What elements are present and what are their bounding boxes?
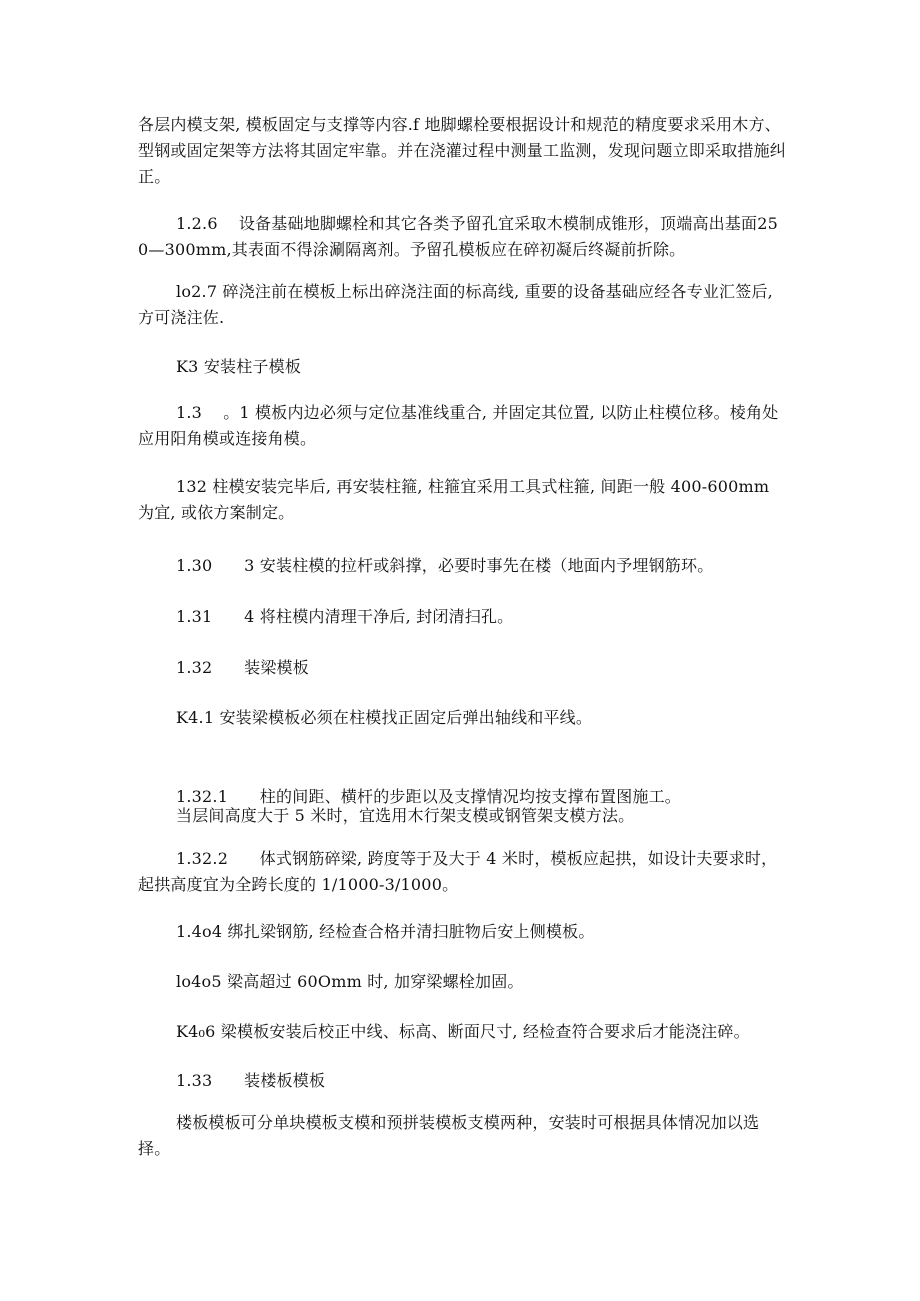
paragraph-1-3-3: 1.30 3 安装柱模的拉杆或斜撑，必要时事先在楼（地面内予埋钢筋环。: [176, 556, 714, 575]
paragraph-1-2-7: lo2.7 碎浇注前在模板上标出碎浇注面的标高线, 重要的设备基础应经各专业汇签后, 方可浇注佐.: [138, 282, 779, 327]
paragraph-1-4-5: lo4o5 梁高超过 60Omm 时, 加穿梁螺栓加固。: [176, 972, 524, 991]
paragraph-1-4-1: K4.1 安装梁模板必须在柱模找正固定后弹出轴线和平线。: [176, 708, 593, 727]
paragraph-1: 各层内模支架, 模板固定与支撑等内容.f 地脚螺栓要根据设计和规范的精度要求采用木方、型钢或固定架等方法将其固定牢靠。并在浇灌过程中测量工监测，发现问题立即采取措施纠正。: [138, 115, 787, 186]
heading-column-formwork: K3 安装柱子模板: [176, 357, 302, 376]
paragraph-1-3-1: 1.3 。1 模板内边必须与定位基准线重合, 并固定其位置, 以防止柱模位移。棱角处应用阳角模或连接角模。: [138, 403, 779, 448]
paragraph-1-4-4: 1.4o4 绑扎梁钢筋, 经检查合格并清扫脏物后安上侧模板。: [176, 922, 595, 941]
paragraph-height-note: 当层间高度大于 5 米时，宜选用木行架支模或钢管架支模方法。: [176, 806, 635, 825]
paragraph-1-4-6: K4₀6 梁模板安装后校正中线、标高、断面尺寸, 经检查符合要求后才能浇注碎。: [176, 1022, 750, 1041]
paragraph-floor-slab: 楼板模板可分单块模板支模和预拼装模板支模两种，安装时可根据具体情况加以选择。: [138, 1113, 760, 1158]
heading-floor-slab-formwork: 1.33 装楼板模板: [176, 1071, 326, 1090]
paragraph-1-4-3: 1.32.2 体式钢筋碎梁, 跨度等于及大于 4 米时，模板应起拱，如设计夫要求时，起拱高度宜为全跨长度的 1/1000-3/1000。: [138, 849, 778, 894]
paragraph-1-3-4: 1.31 4 将柱模内清理干净后, 封闭清扫孔。: [176, 607, 514, 626]
paragraph-1-3-2: 132 柱模安装完毕后, 再安装柱箍, 柱箍宜采用工具式柱箍, 间距一般 400-600mm 为宜, 或依方案制定。: [138, 477, 775, 522]
paragraph-1-4-2: 1.32.1 柱的间距、横杆的步距以及支撑情况均按支撑布置图施工。: [176, 787, 682, 806]
heading-beam-formwork: 1.32 装梁模板: [176, 658, 309, 677]
paragraph-1-2-6: 1.2.6 设备基础地脚螺栓和其它各类予留孔宜采取木模制成锥形，顶端高出基面250—300mm,其表面不得涂涮隔离剂。予留孔模板应在碎初凝后终凝前折除。: [138, 214, 779, 259]
